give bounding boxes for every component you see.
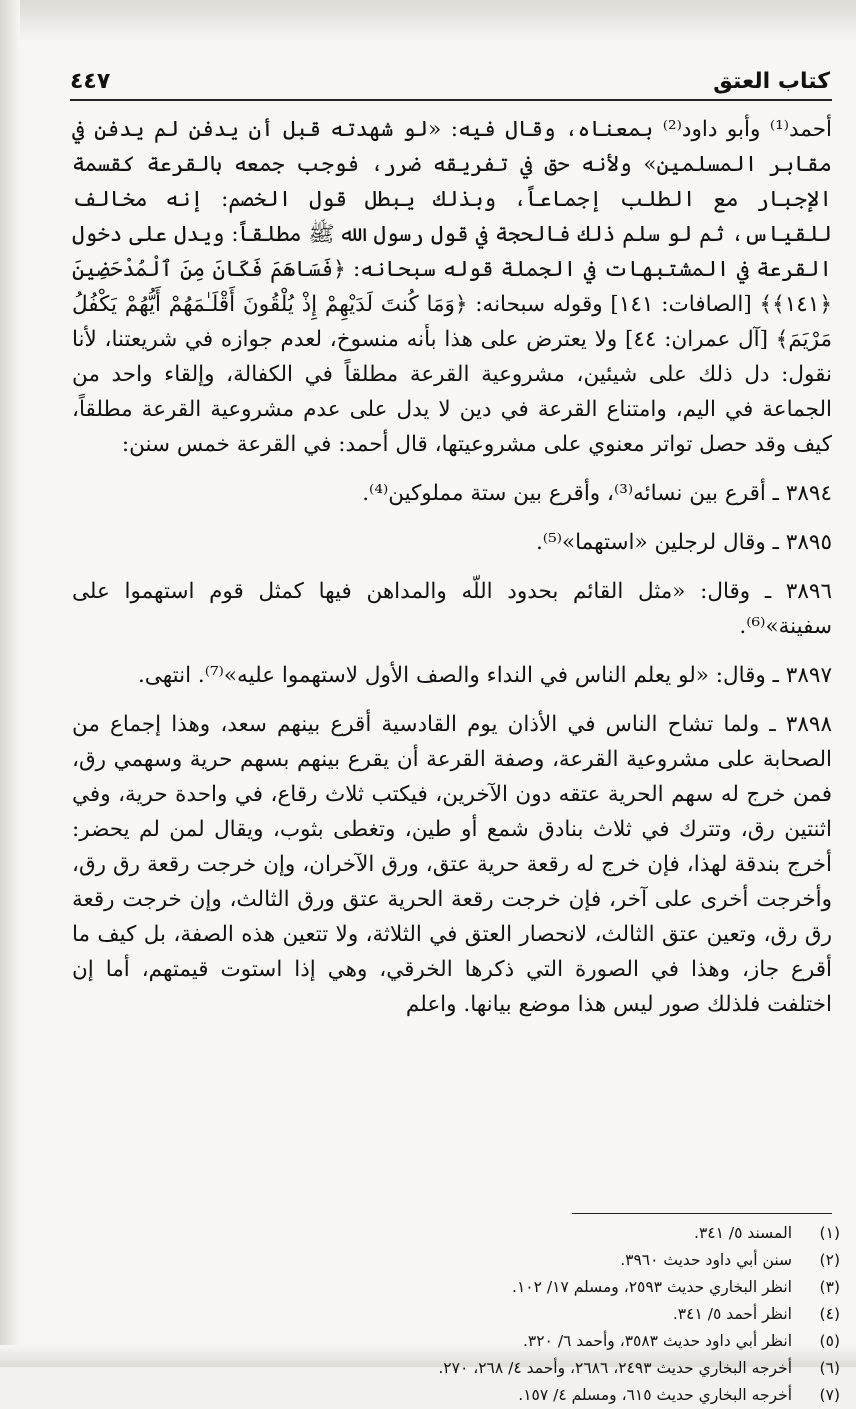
footnote-text: أخرجه البخاري حديث ٦١٥، ومسلم ٤/ ١٥٧. xyxy=(518,1386,792,1404)
footnote-item xyxy=(200,1382,840,1409)
footnote-item xyxy=(200,1274,840,1301)
page-number: ٤٤٧ xyxy=(70,69,111,94)
footnote-item xyxy=(200,1328,840,1355)
hadith-item-3895: ٣٨٩٥ ـ وقال لرجلين «استهما»⁽⁵⁾. xyxy=(535,530,832,555)
footnote-number: (٣) xyxy=(819,1278,840,1296)
body-paragraph-3898: ٣٨٩٨ ـ ولما تشاح الناس في الأذان يوم القادسية أقرع بينهم سعد، وهذا إجماع من الصحابة على مشروعية القرعة، وصفة القرعة أن يقرع بينهم بسهم حرية وسهمي رق، فمن خرج له سهم الحرية عتقه دون الآخرين، فيكتب ثلاث رقاع، في واحدة حرية، وفي اثنتين رق، وتترك في ثلاث بنادق شمع أو طين، وتغطى بثوب، ويقال لمن لم يحضر: أخرج بندقة لهذا، فإن خرج له رقعة حرية عتق، ورق الآخران، وإن خرجت رقعة رق رق، وأخرجت أخرى على آخر، فإن خرجت رقعة الحرية عتق ورق الثالث، وإن خرجت رقعة رق رق، وتعين عتق الثالث، لانحصار العتق في الثلاثة، ولا تتعين هذه الصفة، بل كيف ما أقرع جاز، وهذا في الصورة التي ذكرها الخرقي، وهي إذا استوت قيمتهم، أما إن اختلفت فلذلك صور ليس هذا موضع بيانها. واعلم xyxy=(72,712,832,1017)
footnote-number: (٢) xyxy=(819,1251,840,1269)
footnote-number: (٤) xyxy=(819,1305,840,1323)
footnote-text: سنن أبي داود حديث ٣٩٦٠. xyxy=(620,1251,792,1269)
hadith-item-3894: ٣٨٩٤ ـ أقرع بين نسائه⁽³⁾، وأقرع بين ستة مملوكين⁽⁴⁾. xyxy=(362,481,832,506)
footnote-number: (٦) xyxy=(819,1359,840,1377)
scan-shadow-top xyxy=(0,0,856,42)
body-paragraph: أحمد⁽¹⁾ وأبو داود⁽²⁾ بمعناه، وقال فيه: «لو شهدته قبل أن يدفن لم يدفن في مقابر المسلمين» ولأنه حق في تفريقه ضرر، فوجب جمعه بالقرعة كقسمة الإجبار مع الطلب إجماعاً، وبذلك يبطل قول الخصم: إنه مخالف للقياس، ثم لو سلم ذلك فالحجة في قول رسول الله ﷺ مطلقاً: ويدل على دخول القرعة في المشتبهات في الجملة قوله سبحانه: ﴿فَسَاهَمَ فَكَانَ مِنَ ٱلْمُدْحَضِينَ ﴿١٤١﴾﴾ [الصافات: ١٤١] وقوله سبحانه: ﴿وَمَا كُنتَ لَدَيْهِمْ إِذْ يُلْقُونَ أَقْلَـٰمَهُمْ أَيُّهُمْ يَكْفُلُ مَرْيَمَ﴾ [آل عمران: ٤٤] ولا يعترض على هذا بأنه منسوخ، لعدم جوازه في شريعتنا، لأنا نقول: دل ذلك على شيئين، مشروعية القرعة مطلقاً في الكفالة، وإلقاء واحد من الجماعة في اليم، وامتناع القرعة في دين لا يدل على عدم مشروعية القرعة مطلقاً، كيف وقد حصل تواتر معنوي على مشروعيتها، قال أحمد: في القرعة خمس سنن: xyxy=(72,117,832,457)
footnote-number: (١) xyxy=(819,1224,840,1242)
footnotes xyxy=(200,1220,840,1409)
running-title: كتاب العتق xyxy=(713,69,830,94)
footnote-text: أخرجه البخاري حديث ٢٤٩٣، ٢٦٨٦، وأحمد ٤/ ٢٦٨، ٢٧٠. xyxy=(438,1359,792,1377)
footnote-rule xyxy=(572,1213,832,1214)
hadith-item-3896: ٣٨٩٦ ـ وقال: «مثل القائم بحدود اللّه والمداهن فيها كمثل قوم استهموا على سفينة»⁽⁶⁾. xyxy=(72,579,832,639)
page-header xyxy=(70,58,830,94)
footnote-text: المسند ٥/ ٣٤١. xyxy=(694,1224,792,1242)
header-rule xyxy=(70,99,832,101)
scan-shadow-left xyxy=(0,0,20,1367)
footnote-number: (٧) xyxy=(819,1386,840,1404)
footnote-number: (٥) xyxy=(819,1332,840,1350)
footnote-text: انظر البخاري حديث ٢٥٩٣، ومسلم ١٧/ ١٠٢. xyxy=(512,1278,792,1296)
footnote-item xyxy=(200,1301,840,1328)
footnote-text: انظر أبي داود حديث ٣٥٨٣، وأحمد ٦/ ٣٢٠. xyxy=(522,1332,792,1350)
footnote-item xyxy=(200,1355,840,1382)
footnote-item xyxy=(200,1247,840,1274)
footnote-text: انظر أحمد ٥/ ٣٤١. xyxy=(672,1305,792,1323)
main-text xyxy=(72,112,832,1022)
footnote-item xyxy=(200,1220,840,1247)
hadith-item-3897: ٣٨٩٧ ـ وقال: «لو يعلم الناس في النداء والصف الأول لاستهموا عليه»⁽⁷⁾. انتهى. xyxy=(137,663,832,688)
